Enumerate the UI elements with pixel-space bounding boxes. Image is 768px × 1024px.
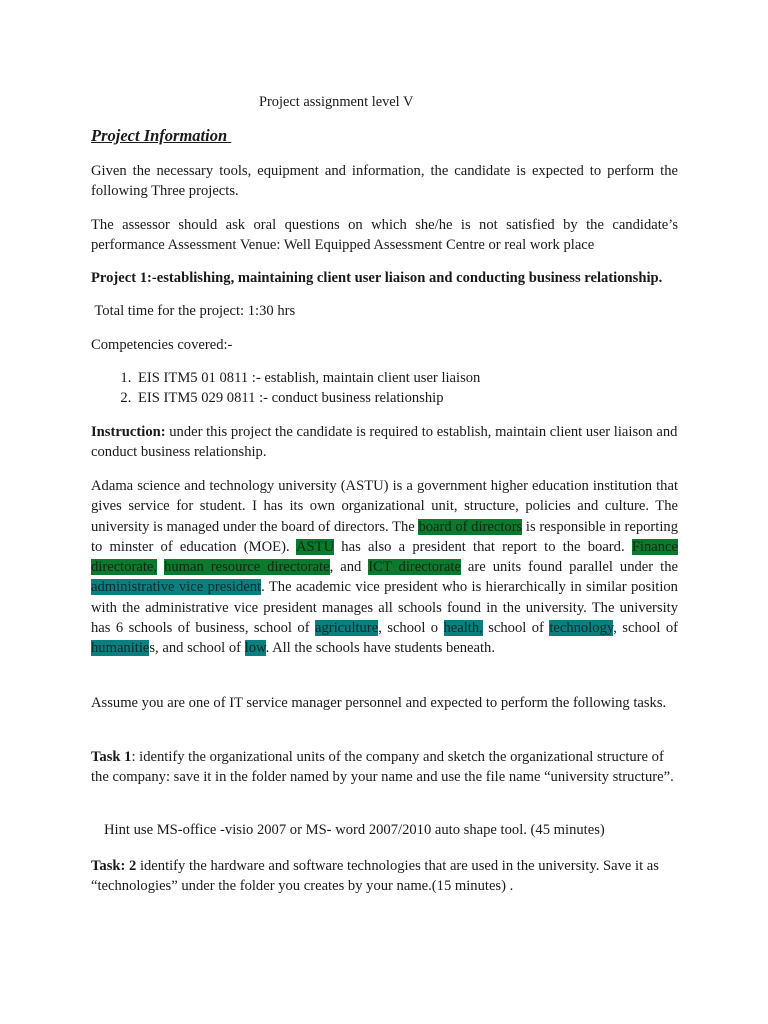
task-2-text: identify the hardware and software technologies that are used in the university. Save it as “technologies” under the folder you creates by your name.(15 minutes) .: [91, 858, 659, 895]
highlight-board-of-directors: board of directors: [418, 518, 523, 535]
intro-paragraph-1: Given the necessary tools, equipment and information, the candidate is expected to perform the following Three projects.: [91, 163, 678, 200]
highlight-ict-directorate: ICT directorate: [368, 559, 461, 576]
case-text: has also a president that report to the board.: [334, 538, 632, 555]
competency-item: 2. EIS ITM5 029 0811 :- conduct business relationship: [135, 388, 695, 408]
case-text: school of: [482, 620, 550, 637]
document-title: Project assignment level V: [259, 94, 414, 110]
instruction-text: under this project the candidate is required to establish, maintain client user liaison and conduct business relationship.: [91, 424, 678, 461]
case-text: are units found parallel under the: [460, 559, 678, 576]
case-text: . The academic vice president who is hierarchically in similar position with the administrative vice president manages all schools found in the university. The university has 6 schools of business, school of: [91, 579, 678, 637]
case-text: , school o: [378, 620, 444, 637]
task-1-text: : identify the organizational units of the company and sketch the organizational structure of the company: save it in the folder named by your name and use the file name “university structure”.: [91, 749, 674, 786]
task-2-paragraph: [91, 856, 678, 897]
case-text: Adama science and technology university (ASTU) is a government higher education institution that gives service for student. I has its own organizational unit, structure, policies and culture. The university is managed under the board of directors. The: [91, 478, 678, 535]
highlight-astu: ASTU: [296, 538, 335, 555]
highlight-humanities: humanitie: [91, 640, 150, 657]
highlight-agriculture: agriculture: [314, 620, 379, 637]
hint-line: Hint use MS-office -visio 2007 or MS- word 2007/2010 auto shape tool. (45 minutes): [104, 822, 605, 838]
case-study-paragraph: [91, 476, 678, 659]
competency-item: 1. EIS ITM5 01 0811 :- establish, maintain client user liaison: [135, 368, 695, 388]
competencies-list: [91, 368, 695, 409]
case-text: . All the schools have students beneath.: [265, 640, 495, 657]
highlight-technology: technology: [549, 620, 614, 637]
case-text: , and: [329, 559, 369, 576]
instruction-label: Instruction:: [91, 424, 166, 440]
competencies-label: Competencies covered:-: [91, 337, 233, 353]
task-1-label: Task 1: [91, 749, 132, 765]
highlight-administrative-vice-president: administrative vice president: [91, 579, 262, 596]
highlight-low: low: [244, 640, 266, 657]
task-1-paragraph: [91, 747, 678, 788]
assume-paragraph: Assume you are one of IT service manager personnel and expected to perform the following tasks.: [91, 695, 667, 711]
instruction-paragraph: [91, 422, 678, 463]
highlight-human-resource-directorate: human resource directorate: [164, 559, 330, 576]
intro-paragraph-2: The assessor should ask oral questions on which she/he is not satisfied by the candidate’s performance Assessment Venue: Well Equipped Assessment Centre or real work place: [91, 217, 678, 254]
case-text: s, and school of: [149, 640, 245, 657]
total-time-line: Total time for the project: 1:30 hrs: [91, 303, 296, 319]
case-text: is responsible in reporting to minster of education (MOE).: [91, 518, 678, 555]
task-2-label: Task: 2: [91, 858, 137, 874]
highlight-finance-directorate: Finance directorate,: [91, 538, 679, 576]
project-1-title: Project 1:-establishing, maintaining client user liaison and conducting business relationship.: [91, 270, 663, 286]
case-text: [157, 559, 164, 575]
section-heading-project-information: Project Information: [91, 126, 232, 145]
highlight-health: health,: [443, 620, 483, 637]
case-text: , school of: [613, 620, 678, 637]
